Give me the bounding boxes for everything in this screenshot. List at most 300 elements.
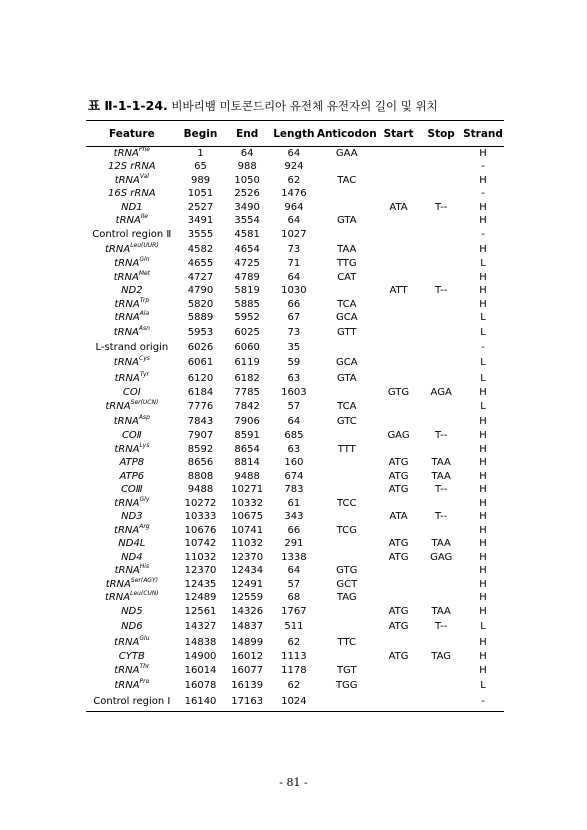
- length-cell: 73: [287, 327, 301, 338]
- length-cell: 1024: [271, 694, 317, 712]
- table-row: [86, 443, 504, 457]
- anticodon-cell: [317, 341, 377, 355]
- strand-cell: H: [479, 511, 487, 523]
- feature-superscript: Thr: [139, 662, 150, 670]
- strand-cell: H: [479, 551, 487, 563]
- anticodon-cell: [317, 694, 377, 712]
- start-cell: ATG: [388, 484, 409, 496]
- table-row: [86, 635, 504, 651]
- start-cell: ATG: [388, 605, 409, 617]
- begin-cell: 8808: [187, 470, 214, 482]
- start-cell: GTG: [387, 387, 410, 399]
- end-cell: 8654: [234, 443, 260, 455]
- length-cell: 57: [287, 400, 301, 412]
- begin-cell: 16078: [184, 679, 217, 691]
- feature-cell: [86, 258, 178, 272]
- start-cell: [377, 443, 421, 457]
- feature-name: COⅡ: [121, 430, 142, 442]
- table-row: [86, 605, 504, 619]
- anticodon-cell: TTG: [336, 258, 357, 270]
- length-cell: 35: [287, 341, 301, 353]
- table-row: [86, 228, 504, 242]
- feature-name: ND6: [121, 620, 143, 632]
- length-cell: 62: [287, 174, 301, 186]
- end-cell: 7785: [234, 387, 260, 399]
- start-cell: ATA: [389, 511, 408, 523]
- stop-cell: [420, 524, 462, 538]
- begin-cell: 12489: [184, 592, 217, 604]
- gene-table: [86, 120, 504, 712]
- begin-cell: 12435: [184, 578, 217, 590]
- begin-cell: 6120: [187, 372, 214, 384]
- anticodon-cell: [317, 511, 377, 525]
- anticodon-cell: TCA: [337, 400, 357, 412]
- length-cell: 62: [287, 679, 301, 691]
- strand-cell: H: [479, 578, 487, 590]
- begin-cell: 14900: [184, 651, 217, 663]
- length-cell: 1027: [281, 228, 307, 240]
- header-stop: Stop: [420, 121, 462, 147]
- start-cell: [377, 161, 421, 175]
- end-cell: 4581: [234, 228, 260, 240]
- anticodon-cell: TAA: [337, 243, 357, 255]
- stop-cell: T--: [434, 620, 448, 632]
- end-cell: 4789: [234, 271, 260, 283]
- start-cell: [377, 215, 421, 229]
- start-cell: GAG: [387, 430, 410, 442]
- feature-superscript: Lys: [139, 441, 150, 449]
- feature-cell: [86, 325, 178, 341]
- begin-cell: 12561: [184, 605, 217, 617]
- table-row: [86, 312, 504, 326]
- start-cell: [377, 592, 421, 606]
- start-cell: ATG: [388, 651, 409, 663]
- anticodon-cell: [317, 484, 377, 498]
- end-cell: 1050: [234, 174, 260, 186]
- strand-cell: -: [481, 188, 485, 200]
- feature-name: tRNA: [114, 636, 140, 648]
- end-cell: 5952: [234, 312, 260, 324]
- begin-cell: 11032: [184, 551, 217, 563]
- anticodon-cell: TGG: [335, 679, 358, 691]
- anticodon-cell: [317, 285, 377, 299]
- begin-cell: 8592: [187, 443, 214, 455]
- header-feature: Feature: [86, 121, 178, 147]
- begin-cell: 1: [197, 147, 204, 159]
- feature-superscript: Leu(UUR): [130, 241, 159, 249]
- anticodon-cell: [317, 188, 377, 202]
- stop-cell: [420, 565, 462, 579]
- stop-cell: TAA: [431, 470, 451, 482]
- feature-name: tRNA: [113, 271, 139, 283]
- feature-name: COⅢ: [120, 484, 143, 496]
- feature-name: COI: [122, 387, 141, 399]
- end-cell: 8591: [234, 430, 260, 442]
- strand-cell: -: [462, 694, 504, 712]
- length-cell: 71: [287, 258, 301, 270]
- feature-name: tRNA: [113, 327, 139, 338]
- anticodon-cell: [317, 605, 377, 619]
- feature-cell: [86, 414, 178, 430]
- start-cell: [377, 355, 421, 371]
- anticodon-cell: TCG: [336, 524, 357, 536]
- table-row: [86, 242, 504, 258]
- table-row: [86, 325, 504, 341]
- feature-superscript: Asp: [138, 413, 150, 421]
- length-cell: 64: [287, 415, 301, 427]
- feature-superscript: Phe: [138, 145, 150, 153]
- feature-cell: [86, 215, 178, 229]
- feature-name: ATP6: [119, 470, 145, 482]
- start-cell: [377, 188, 421, 202]
- feature-cell: [86, 538, 178, 552]
- feature-cell: [86, 484, 178, 498]
- feature-name: ND4L: [118, 538, 146, 550]
- begin-cell: 6061: [187, 356, 214, 368]
- end-cell: 4725: [234, 258, 260, 270]
- start-cell: ATG: [388, 551, 409, 563]
- feature-name: ND3: [121, 511, 143, 523]
- feature-name: ND4: [121, 551, 143, 563]
- strand-cell: H: [479, 298, 487, 310]
- end-cell: 11032: [231, 538, 264, 550]
- start-cell: [377, 242, 421, 258]
- begin-cell: 989: [190, 174, 211, 186]
- strand-cell: H: [479, 497, 487, 509]
- begin-cell: 10742: [184, 538, 217, 550]
- length-cell: 1476: [281, 188, 307, 200]
- stop-cell: [420, 355, 462, 371]
- end-cell: 4654: [234, 243, 260, 255]
- header-begin: Begin: [178, 121, 224, 147]
- strand-cell: H: [479, 484, 487, 496]
- length-cell: 67: [287, 312, 301, 324]
- start-cell: [377, 228, 421, 242]
- strand-cell: H: [479, 430, 487, 442]
- anticodon-cell: GTA: [336, 215, 357, 227]
- feature-name: tRNA: [114, 443, 140, 455]
- anticodon-cell: GTA: [336, 372, 357, 384]
- feature-name: tRNA: [115, 215, 141, 227]
- table-row: [86, 678, 504, 694]
- begin-cell: 6026: [187, 341, 214, 353]
- strand-cell: H: [479, 592, 487, 604]
- feature-name: tRNA: [114, 312, 140, 324]
- feature-cell: [86, 664, 178, 678]
- end-cell: 6182: [234, 372, 260, 384]
- feature-superscript: Ala: [139, 310, 150, 318]
- feature-name: tRNA: [104, 592, 131, 604]
- length-cell: 64: [287, 271, 301, 283]
- strand-cell: H: [479, 636, 487, 648]
- anticodon-cell: GTG: [336, 565, 358, 577]
- begin-cell: 8656: [187, 457, 214, 469]
- feature-name: tRNA: [114, 565, 140, 577]
- begin-cell: 10676: [184, 524, 217, 536]
- anticodon-cell: TTC: [337, 636, 356, 648]
- feature-cell: [86, 400, 178, 414]
- stop-cell: [420, 371, 462, 387]
- anticodon-cell: TCC: [337, 497, 357, 509]
- feature-superscript: Trp: [139, 296, 150, 304]
- begin-cell: 4727: [187, 271, 214, 283]
- feature-superscript: Leu(CUN): [130, 590, 159, 598]
- strand-cell: L: [480, 258, 486, 270]
- stop-cell: [420, 188, 462, 202]
- stop-cell: TAA: [431, 605, 451, 617]
- feature-cell: [86, 355, 178, 371]
- anticodon-cell: CAT: [337, 271, 357, 283]
- end-cell: 9488: [234, 470, 260, 482]
- table-row: [86, 271, 504, 285]
- feature-name: tRNA: [114, 258, 140, 270]
- start-cell: [377, 174, 421, 188]
- strand-cell: H: [479, 565, 487, 577]
- feature-cell: [86, 285, 178, 299]
- start-cell: ATT: [389, 285, 408, 297]
- end-cell: 10332: [231, 497, 264, 509]
- length-cell: 511: [284, 620, 304, 632]
- feature-superscript: Ser(UCN): [130, 398, 159, 406]
- table-row: [86, 664, 504, 678]
- end-cell: 16139: [231, 679, 264, 691]
- feature-superscript: Arg: [139, 522, 150, 530]
- feature-name: ND5: [121, 605, 143, 617]
- start-cell: [377, 258, 421, 272]
- feature-cell: [86, 592, 178, 606]
- anticodon-cell: [317, 430, 377, 444]
- table-row: [86, 400, 504, 414]
- header-anticodon: Anticodon: [317, 121, 377, 147]
- stop-cell: [420, 341, 462, 355]
- table-row: [86, 215, 504, 229]
- strand-cell: H: [479, 215, 487, 227]
- stop-cell: [420, 497, 462, 511]
- end-cell: 6025: [234, 327, 260, 338]
- feature-name: Control region Ⅱ: [92, 228, 172, 240]
- begin-cell: 7843: [187, 415, 214, 427]
- anticodon-cell: GCA: [335, 356, 358, 368]
- end-cell: 7842: [234, 400, 260, 412]
- feature-superscript: Tyr: [139, 370, 150, 378]
- start-cell: [377, 497, 421, 511]
- length-cell: 64: [287, 215, 301, 227]
- begin-cell: 14327: [184, 620, 217, 632]
- feature-cell: [86, 188, 178, 202]
- feature-name: L-strand origin: [95, 341, 169, 353]
- stop-cell: [420, 161, 462, 175]
- feature-name: ATP8: [119, 457, 145, 469]
- strand-cell: L: [480, 400, 486, 412]
- begin-cell: 4790: [187, 285, 214, 297]
- begin-cell: 10272: [184, 497, 217, 509]
- feature-name: tRNA: [105, 400, 131, 412]
- table-row: [86, 174, 504, 188]
- stop-cell: [420, 271, 462, 285]
- feature-name: tRNA: [113, 415, 139, 427]
- strand-cell: H: [479, 147, 487, 159]
- feature-name: 12S rRNA: [108, 161, 156, 173]
- stop-cell: [420, 228, 462, 242]
- feature-cell: [86, 298, 178, 312]
- feature-cell: [86, 174, 178, 188]
- end-cell: 17163: [223, 694, 271, 712]
- feature-superscript: His: [139, 563, 150, 571]
- header-length: Length: [271, 121, 317, 147]
- end-cell: 3490: [234, 201, 260, 213]
- stop-cell: T--: [434, 201, 448, 213]
- feature-cell: [86, 619, 178, 635]
- stop-cell: [420, 325, 462, 341]
- stop-cell: T--: [434, 484, 448, 496]
- start-cell: [377, 694, 421, 712]
- feature-name: 16S rRNA: [108, 188, 156, 200]
- feature-cell: [86, 605, 178, 619]
- end-cell: 14837: [231, 620, 264, 632]
- anticodon-cell: TCA: [337, 298, 357, 310]
- start-cell: [377, 678, 421, 694]
- stop-cell: [420, 678, 462, 694]
- end-cell: 16077: [231, 664, 264, 676]
- length-cell: 1113: [281, 651, 307, 663]
- feature-cell: [86, 635, 178, 651]
- start-cell: ATG: [388, 457, 409, 469]
- table-row: [86, 188, 504, 202]
- begin-cell: 65: [194, 161, 207, 173]
- stop-cell: [420, 592, 462, 606]
- header-strand: Strand: [462, 121, 504, 147]
- length-cell: 685: [284, 430, 304, 442]
- start-cell: [377, 271, 421, 285]
- feature-cell: [86, 161, 178, 175]
- begin-cell: 16014: [184, 664, 217, 676]
- begin-cell: 6184: [187, 387, 214, 399]
- start-cell: [377, 371, 421, 387]
- table-row: [86, 414, 504, 430]
- strand-cell: L: [480, 356, 486, 368]
- stop-cell: [420, 312, 462, 326]
- feature-name: tRNA: [114, 174, 140, 186]
- begin-cell: 5820: [187, 298, 214, 310]
- stop-cell: AGA: [430, 387, 452, 399]
- start-cell: [377, 400, 421, 414]
- start-cell: [377, 147, 421, 161]
- table-row: [86, 592, 504, 606]
- strand-cell: H: [479, 387, 487, 399]
- start-cell: [377, 565, 421, 579]
- length-cell: 57: [287, 578, 301, 590]
- feature-name: tRNA: [105, 578, 131, 590]
- strand-cell: L: [480, 312, 486, 324]
- anticodon-cell: [317, 651, 377, 665]
- feature-name: tRNA: [104, 243, 131, 255]
- feature-name: tRNA: [114, 372, 140, 384]
- page-number: - 81 -: [279, 776, 308, 789]
- stop-cell: [420, 258, 462, 272]
- anticodon-cell: [317, 457, 377, 471]
- length-cell: 59: [287, 356, 301, 368]
- begin-cell: 7907: [187, 430, 214, 442]
- length-cell: 291: [284, 538, 304, 550]
- table-row: [86, 457, 504, 471]
- feature-cell: [86, 371, 178, 387]
- feature-cell: [86, 524, 178, 538]
- end-cell: 10271: [231, 484, 264, 496]
- begin-cell: 2527: [187, 201, 214, 213]
- table-caption: [88, 96, 508, 114]
- end-cell: 5885: [234, 298, 260, 310]
- length-cell: 924: [284, 161, 304, 173]
- strand-cell: -: [481, 341, 485, 353]
- feature-name: tRNA: [114, 524, 140, 536]
- strand-cell: H: [479, 605, 487, 617]
- stop-cell: TAA: [431, 538, 451, 550]
- feature-cell: [86, 242, 178, 258]
- strand-cell: H: [479, 443, 487, 455]
- strand-cell: H: [479, 174, 487, 186]
- feature-name: tRNA: [114, 298, 140, 310]
- feature-superscript: Val: [139, 172, 149, 180]
- feature-cell: [86, 694, 178, 712]
- strand-cell: L: [480, 620, 486, 632]
- feature-name: tRNA: [113, 356, 139, 368]
- feature-name: CYTB: [118, 651, 145, 663]
- feature-superscript: Pro: [139, 677, 150, 685]
- stop-cell: [420, 242, 462, 258]
- end-cell: 7906: [234, 415, 260, 427]
- strand-cell: H: [479, 415, 487, 427]
- begin-cell: 4582: [187, 243, 214, 255]
- strand-cell: -: [481, 161, 485, 173]
- end-cell: 12370: [231, 551, 264, 563]
- length-cell: 62: [287, 636, 301, 648]
- end-cell: 64: [240, 147, 254, 159]
- header-start: Start: [377, 121, 421, 147]
- end-cell: 8814: [234, 457, 260, 469]
- end-cell: 5819: [234, 285, 260, 297]
- stop-cell: [420, 664, 462, 678]
- length-cell: 63: [287, 443, 301, 455]
- start-cell: ATG: [388, 470, 409, 482]
- table-row: [86, 341, 504, 355]
- anticodon-cell: GCA: [335, 312, 358, 324]
- begin-cell: 1051: [187, 188, 214, 200]
- anticodon-cell: [317, 228, 377, 242]
- anticodon-cell: GAA: [335, 147, 358, 159]
- feature-cell: [86, 147, 178, 161]
- feature-cell: [86, 341, 178, 355]
- feature-superscript: Ser(AGY): [130, 576, 158, 584]
- table-number: 표 Ⅱ-1-1-24.: [88, 98, 168, 113]
- feature-cell: [86, 511, 178, 525]
- stop-cell: T--: [434, 285, 448, 297]
- table-header-row: [86, 121, 504, 147]
- feature-name: ND2: [121, 285, 143, 297]
- end-cell: 2526: [234, 188, 260, 200]
- header-end: End: [223, 121, 271, 147]
- start-cell: [377, 664, 421, 678]
- feature-cell: [86, 651, 178, 665]
- end-cell: 6119: [234, 356, 260, 368]
- start-cell: [377, 298, 421, 312]
- stop-cell: [420, 578, 462, 592]
- table-row: [86, 497, 504, 511]
- feature-cell: [86, 457, 178, 471]
- strand-cell: L: [480, 679, 486, 691]
- start-cell: [377, 524, 421, 538]
- strand-cell: H: [479, 664, 487, 676]
- end-cell: 12491: [231, 578, 264, 590]
